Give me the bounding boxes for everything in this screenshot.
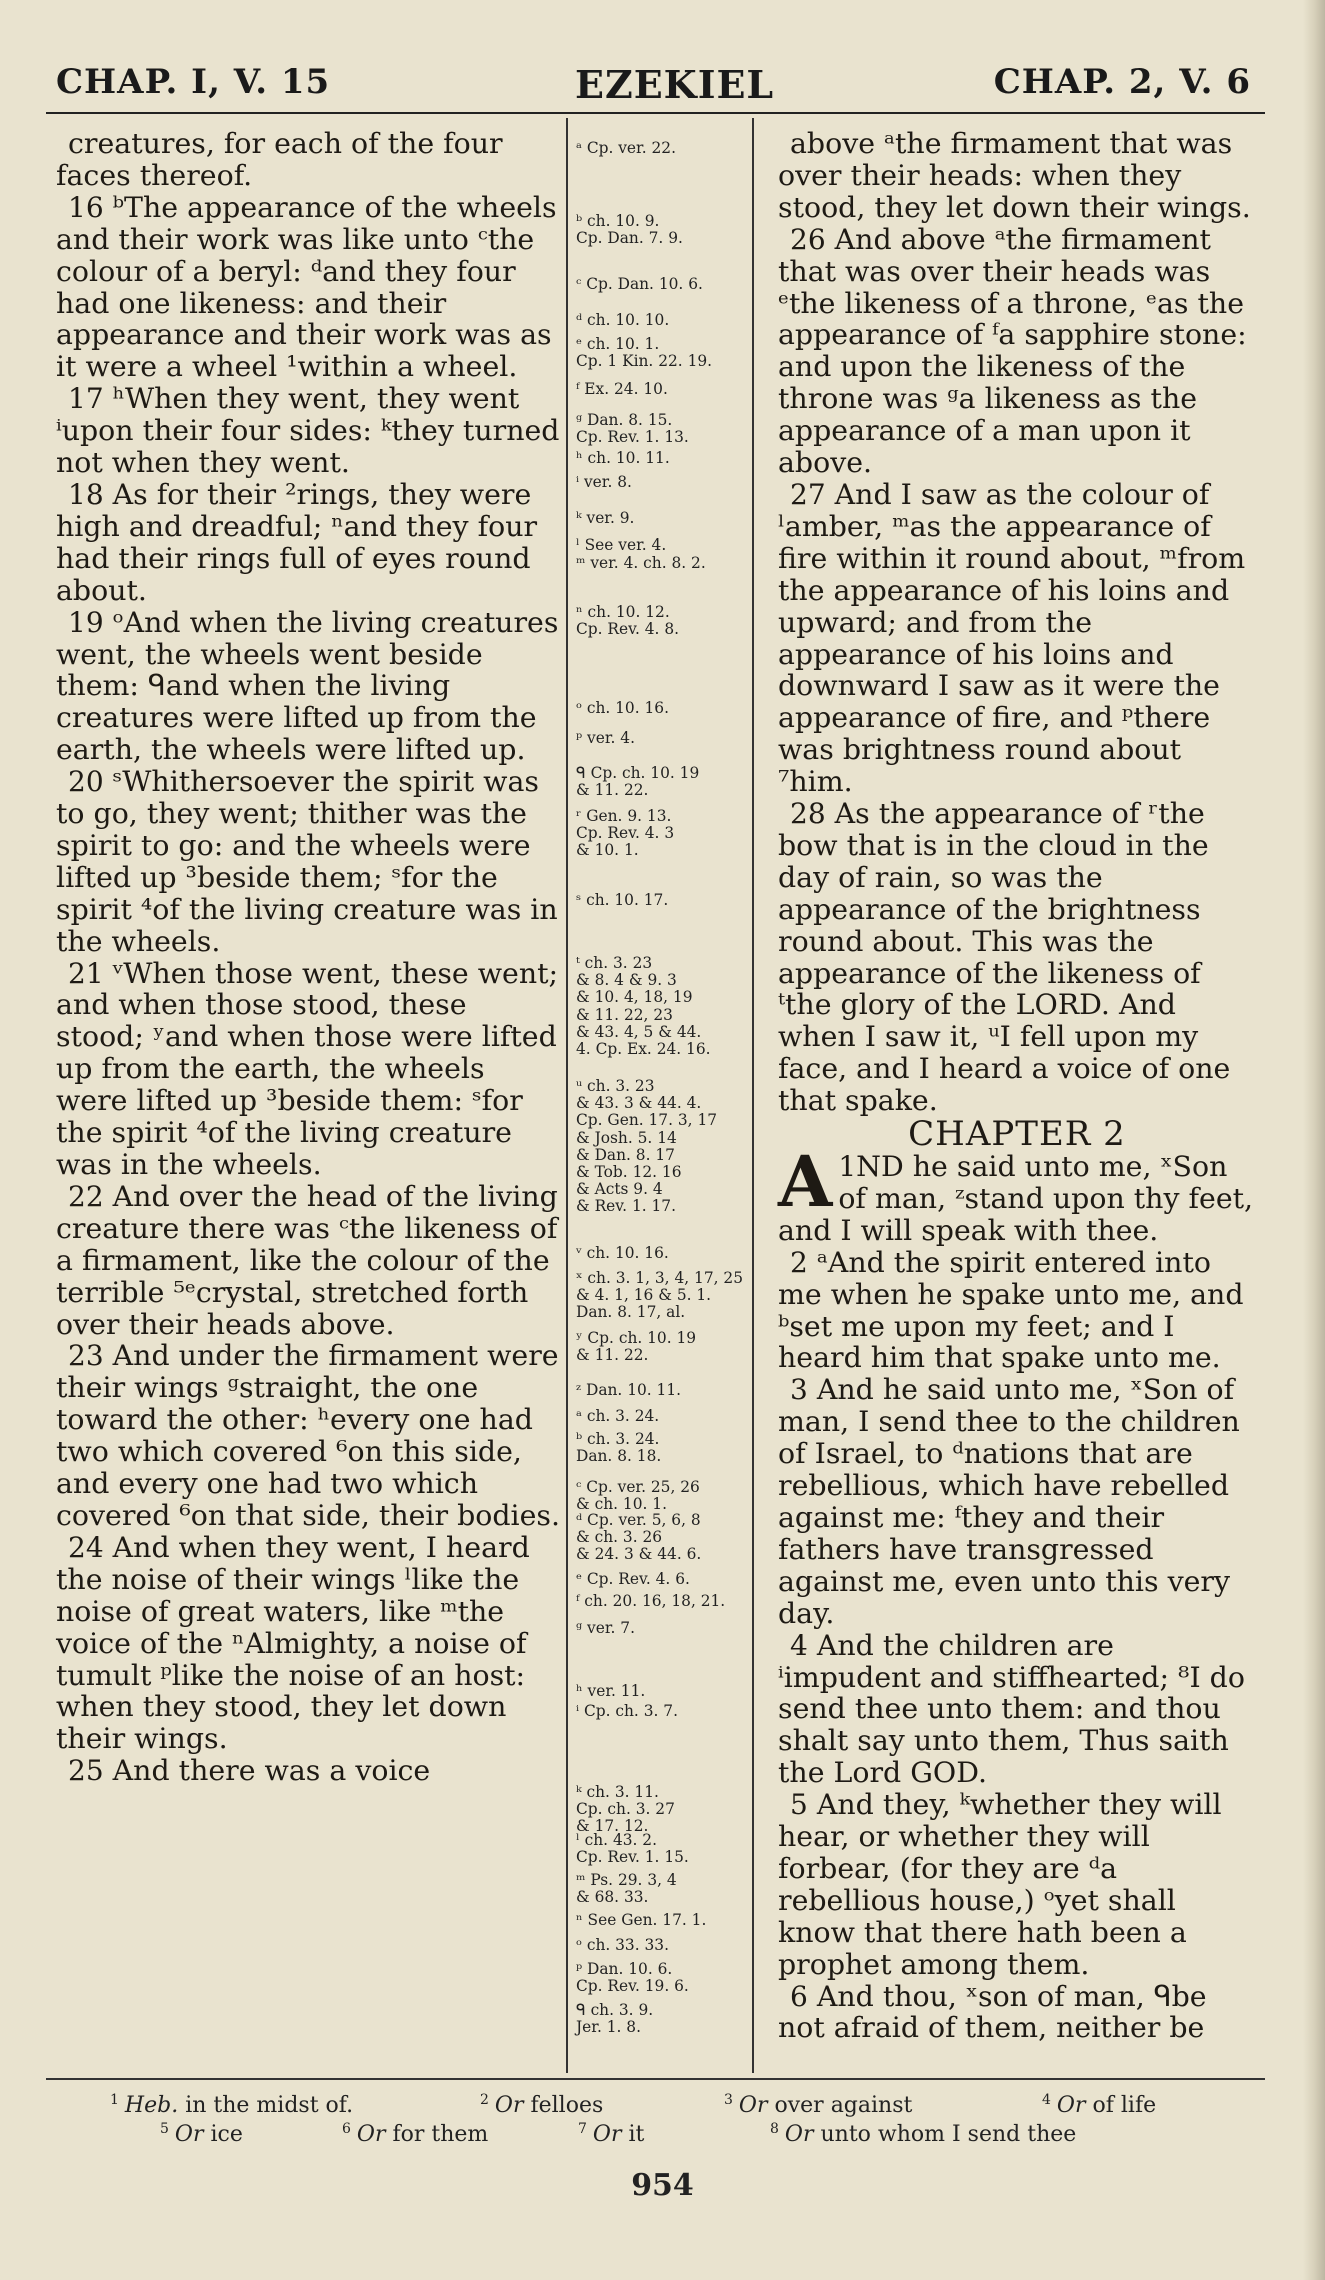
marginal-reference: ⁱ ver. 8. (576, 473, 632, 491)
verse: 22 And over the head of the living creature there was ᶜthe likeness of a firmament, like the colour of the terrible ⁵ᵉcrystal, stretched forth over their heads above. (56, 1179, 558, 1341)
marginal-reference: ᵉ Cp. Rev. 4. 6. (576, 1570, 690, 1588)
marginal-reference: ʳ Gen. 9. 13. Cp. Rev. 4. 3 & 10. 1. (576, 807, 675, 860)
running-head-right: CHAP. 2, V. 6 (993, 62, 1251, 102)
marginal-reference: ᵒ ch. 10. 16. (576, 699, 669, 717)
page-number: 954 (631, 2168, 694, 2203)
marginal-reference: ˡ ch. 43. 2. Cp. Rev. 1. 15. (576, 1831, 689, 1867)
footnote: $^3$ Or over against (724, 2092, 913, 2118)
text-column-right (778, 128, 1256, 2044)
marginal-reference: ᵃ ch. 3. 24. (576, 1407, 660, 1425)
footnote: $^1$ Heb. in the midst of. (110, 2092, 354, 2118)
marginal-reference: ᶠ Ex. 24. 10. (576, 380, 668, 398)
marginal-reference: ᵍ Dan. 8. 15. Cp. Rev. 1. 13. (576, 411, 689, 447)
marginal-reference: ᶠ ch. 20. 16, 18, 21. (576, 1592, 726, 1610)
text-column-left (56, 128, 561, 1787)
marginal-reference: ʰ ver. 11. (576, 1682, 646, 1700)
verse: 21 ᵛWhen those went, these went; and when those stood, these stood; ʸand when those were lifted up from the earth, the wheels were lifted up ³beside them: ˢfor the spirit ⁴of the living creature was in the wheels. (56, 956, 559, 1181)
marginal-reference: ᵍ ver. 7. (576, 1619, 635, 1637)
verse: above ᵃthe firmament that was over their heads: when they stood, they let down their wings. (778, 127, 1251, 224)
marginal-reference: ᵇ ch. 3. 24. Dan. 8. 18. (576, 1430, 662, 1466)
footnote-rule (46, 2078, 1265, 2080)
marginal-reference: ᵈ Cp. ver. 5, 6, 8 & ch. 3. 26 & 24. 3 & 44. 6. (576, 1511, 702, 1564)
marginal-reference: ᶻ Dan. 10. 11. (576, 1381, 682, 1399)
marginal-reference: ᵏ ver. 9. (576, 509, 635, 527)
marginal-reference: ᵛ ch. 10. 16. (576, 1244, 669, 1262)
footnote: $^5$ Or ice (160, 2121, 243, 2147)
chapter-heading: CHAPTER 2 (908, 1114, 1126, 1155)
verse: 28 As the appearance of ʳthe bow that is in the cloud in the day of rain, so was the appearance of the brightness round about. This was the appearance of the likeness of ᵗthe glory of the LORD. And when I saw it, ᵘI fell upon my face, and I heard a voice of one that spake. (778, 797, 1231, 1118)
header-rule (46, 112, 1265, 114)
verse: 3 And he said unto me, ˣSon of man, I send thee to the children of Israel, to ᵈnations that are rebellious, which have rebelled against me: ᶠthey and their fathers have transgressed against me, even unto this very day. (778, 1373, 1240, 1630)
verse: 6 And thou, ˣson of man, ᑫbe not afraid of them, neither be (778, 1979, 1207, 2045)
marginal-reference: ᵖ Dan. 10. 6. Cp. Rev. 19. 6. (576, 1960, 689, 1996)
footnote: $^4$ Or of life (1042, 2092, 1157, 2118)
marginal-reference: ⁱ Cp. ch. 3. 7. (576, 1702, 678, 1720)
marginal-reference: ᵃ Cp. ver. 22. (576, 139, 676, 157)
verse: 16 ᵇThe appearance of the wheels and their work was like unto ᶜthe colour of a beryl: ᵈand they four had one likeness: and their appearance and their work was as it were a wheel ¹within a wheel. (56, 190, 557, 384)
verse: 18 As for their ²rings, they were high and dreadful; ⁿand they four had their rings full of eyes round about. (56, 477, 538, 607)
column-divider-left (566, 118, 568, 2073)
verse: 23 And under the firmament were their wings ᵍstraight, the one toward the other: ʰevery one had two which covered ⁶on this side, and every one had two which covered ⁶on that side, their bodies. (56, 1339, 561, 1532)
footnote: $^7$ Or it (578, 2121, 645, 2147)
verse: 27 And I saw as the colour of ˡamber, ᵐas the appearance of fire within it round about, ᵐfrom the appearance of his loins and upward; and from the appearance of his loins and downward I saw as it were the appearance of fire, and ᵖthere was brightness round about ⁷him. (778, 477, 1246, 799)
running-head-left: CHAP. I, V. 15 (56, 62, 331, 102)
marginal-reference: ⁿ See Gen. 17. 1. (576, 1911, 707, 1929)
marginal-reference: ˡ See ver. 4. (576, 536, 667, 554)
footnote: $^6$ Or for them (342, 2121, 489, 2147)
marginal-reference: ᵇ ch. 10. 9. Cp. Dan. 7. 9. (576, 212, 683, 248)
verse: 5 And they, ᵏwhether they will hear, or whether they will forbear, (for they are ᵈa rebellious house,) ᵒyet shall know that there hath been a prophet among them. (778, 1788, 1222, 1981)
footnote: $^8$ Or unto whom I send thee (770, 2121, 1077, 2147)
verse: 19 ᵒAnd when the living creatures went, the wheels went beside them: ᑫand when the living creatures were lifted up from the earth, the wheels were lifted up. (56, 605, 559, 767)
verse: 2 ᵃAnd the spirit entered into me when he spake unto me, and ᵇset me upon my feet; and I heard him that spake unto me. (778, 1245, 1244, 1375)
marginal-reference: ᶜ Cp. Dan. 10. 6. (576, 275, 703, 293)
column-divider-right (752, 118, 754, 2073)
verse: 4 And the children are ⁱimpudent and stiffhearted; ⁸I do send thee unto them: and thou shalt say unto them, Thus saith the Lord GOD. (778, 1628, 1245, 1790)
marginal-reference: ˣ ch. 3. 1, 3, 4, 17, 25 & 4. 1, 16 & 5. 1. Dan. 8. 17, al. (576, 1269, 743, 1322)
marginal-reference: ᵐ Ps. 29. 3, 4 & 68. 33. (576, 1871, 677, 1907)
marginal-reference: ᵗ ch. 3. 23 & 8. 4 & 9. 3 & 10. 4, 18, 19 & 11. 22, 23 & 43. 4, 5 & 44. 4. Cp. Ex. 24. 16. (576, 954, 711, 1059)
marginal-reference: ˢ ch. 10. 17. (576, 891, 669, 909)
marginal-reference: ᵈ ch. 10. 10. (576, 311, 670, 329)
marginal-reference: ʰ ch. 10. 11. (576, 449, 670, 467)
verse: 20 ˢWhithersoever the spirit was to go, they went; thither was the spirit to go: and the wheels were lifted up ³beside them; ˢfor the spirit ⁴of the living creature was in the wheels. (56, 765, 558, 958)
marginal-reference: ᵐ ver. 4. ch. 8. 2. (576, 554, 706, 572)
verse: 25 And there was a voice (68, 1754, 431, 1788)
verse: 24 And when they went, I heard the noise of their wings ˡlike the noise of great waters, like ᵐthe voice of the ⁿAlmighty, a noise of tumult ᵖlike the noise of an host: when they stood, they let down their wings. (56, 1530, 530, 1756)
marginal-reference: ᵏ ch. 3. 11. Cp. ch. 3. 27 & 17. 12. (576, 1783, 675, 1836)
drop-cap: A (778, 1140, 833, 1223)
marginal-reference: ᑫ ch. 3. 9. Jer. 1. 8. (576, 2001, 654, 2037)
verse: 17 ʰWhen they went, they went ⁱupon their four sides: ᵏthey turned not when they went. (56, 382, 560, 480)
marginal-reference: ʸ Cp. ch. 10. 19 & 11. 22. (576, 1329, 697, 1365)
page-spine-shadow (1303, 0, 1325, 2280)
marginal-reference: ᑫ Cp. ch. 10. 19 & 11. 22. (576, 764, 700, 800)
verse: creatures, for each of the four faces thereof. (56, 127, 503, 192)
verse: 26 And above ᵃthe firmament that was over their heads was ᵉthe likeness of a throne, ᵉas the appearance of ᶠa sapphire stone: and upon the likeness of the throne was ᵍa likeness as the appearance of a man upon it above. (778, 222, 1247, 480)
marginal-reference: ᵒ ch. 33. 33. (576, 1936, 669, 1954)
marginal-reference: ⁿ ch. 10. 12. Cp. Rev. 4. 8. (576, 603, 680, 639)
marginal-reference: ᶜ Cp. ver. 25, 26 & ch. 10. 1. (576, 1478, 700, 1514)
footnote: $^2$ Or felloes (480, 2092, 604, 2118)
running-head-book: EZEKIEL (575, 62, 775, 107)
verse-first: 1 A ND he said unto me, ˣSon of man, ᶻstand upon thy feet, and I will speak with thee. (778, 1140, 1254, 1247)
marginal-reference: ᵉ ch. 10. 1. Cp. 1 Kin. 22. 19. (576, 335, 713, 371)
marginal-reference: ᵘ ch. 3. 23 & 43. 3 & 44. 4. Cp. Gen. 17. 3, 17 & Josh. 5. 14 & Dan. 8. 17 & Tob. 12. 16 & Acts 9. 4 & Rev. 1. 17. (576, 1077, 718, 1216)
marginal-reference: ᵖ ver. 4. (576, 729, 635, 747)
